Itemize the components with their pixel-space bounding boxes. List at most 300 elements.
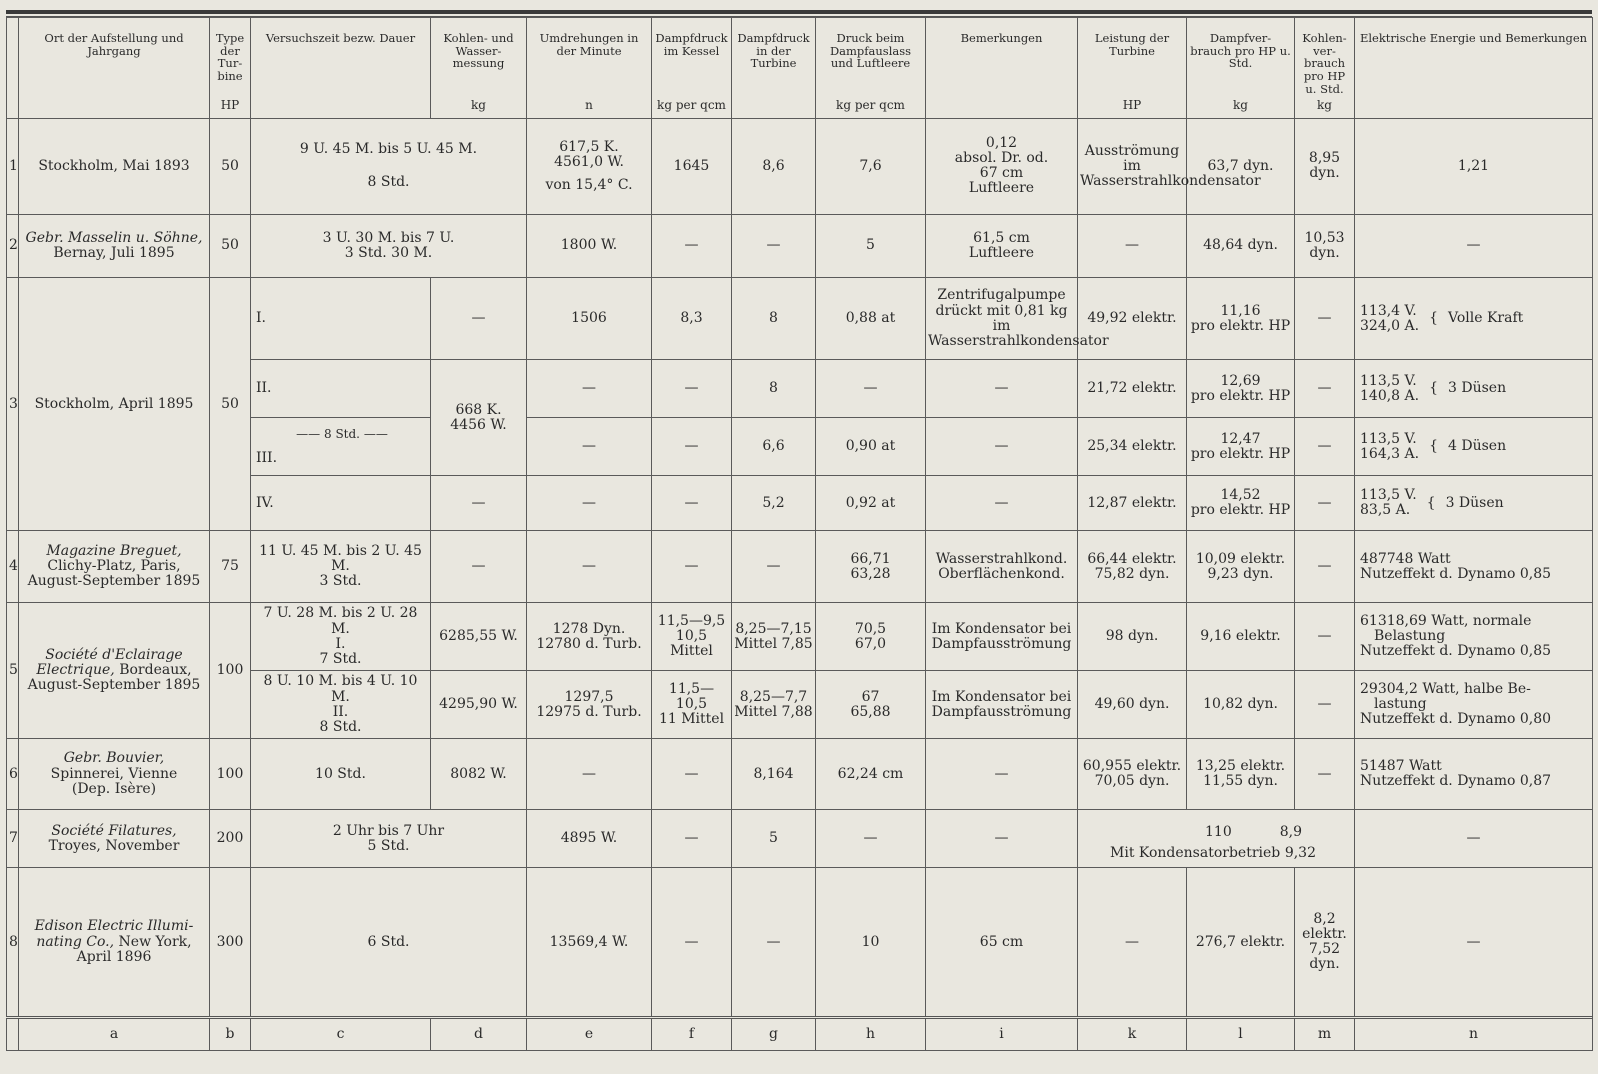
ort-cell	[19, 868, 210, 1018]
bemerkung-cell	[1078, 810, 1355, 868]
messung-cell: 4295,90 W.	[431, 671, 527, 739]
messung-line: 4561,0 W.	[554, 153, 624, 170]
type-cell: 75	[210, 531, 251, 603]
energie-note: 3 Düsen	[1445, 494, 1504, 511]
column-letter: d	[431, 1018, 527, 1051]
bemerkung-cell: —	[926, 476, 1078, 531]
druck-cell	[816, 531, 926, 603]
turbine-cell: 5	[816, 214, 926, 277]
dampf-cell	[1295, 868, 1355, 1018]
bemerkung-line: Wasserstrahlkond.	[935, 550, 1068, 567]
ort-line: April 1896	[76, 948, 152, 965]
energie-line: Belastung	[1374, 628, 1446, 645]
energie-line: 487748 Watt	[1360, 550, 1451, 567]
kohle-cell: —	[1295, 278, 1355, 360]
leistung-cell	[1078, 531, 1187, 603]
unit-bemerkungen	[926, 96, 1078, 118]
zeit-cell: 10 Std.	[251, 739, 431, 810]
messung-line: 668 K.	[455, 401, 502, 418]
header-ort: Ort der Aufstellung und Jahrgang	[19, 18, 210, 97]
ort-line: Magazine Breguet,	[46, 542, 182, 559]
table-row	[7, 810, 1593, 868]
druck-cell	[816, 671, 926, 739]
leistung-cell: 21,72 elektr.	[1078, 360, 1187, 418]
column-letter: k	[1078, 1018, 1187, 1051]
bemerkung-cell: —	[926, 360, 1078, 418]
header-umdrehungen: Umdrehungen in der Minute	[527, 18, 652, 97]
druck-cell: 0,88 at	[816, 278, 926, 360]
energie-line: 61318,69 Watt, normale	[1360, 612, 1532, 629]
umdrehungen-line: 12780 d. Turb.	[536, 635, 642, 652]
column-letter: l	[1187, 1018, 1295, 1051]
dampf-cell: 10,82 dyn.	[1187, 671, 1295, 739]
ort-cell: Stockholm, April 1895	[19, 278, 210, 531]
type-cell: 50	[210, 214, 251, 277]
zeit-line: 7 Std.	[319, 650, 362, 667]
kohle-cell: —	[1295, 476, 1355, 531]
table-row	[7, 118, 1593, 214]
bemerkung-cell: —	[926, 739, 1078, 810]
dampf-line: pro elektr. HP	[1190, 317, 1291, 334]
umdrehungen-line: 1278 Dyn.	[552, 620, 626, 637]
energie-cell	[1355, 671, 1593, 739]
messung-cell: 4895 W.	[527, 810, 652, 868]
bemerkung-text: Mit Kondensatorbetrieb	[1110, 845, 1281, 862]
kessel-cell: —	[732, 214, 816, 277]
energie-cell	[1355, 531, 1593, 603]
leistung-value: 110	[1205, 823, 1232, 840]
druck-line: 65,88	[850, 703, 891, 720]
type-cell: 200	[210, 810, 251, 868]
brace-glyph: {	[1429, 310, 1439, 327]
energie-note: 4 Düsen	[1448, 438, 1507, 455]
messung-cell: —	[431, 476, 527, 531]
zeit-line: 2 Uhr bis 7 Uhr	[332, 822, 445, 839]
type-cell: 100	[210, 603, 251, 739]
kohle-cell: —	[1355, 810, 1593, 868]
turbine-line: Mittel 7,88	[734, 703, 813, 720]
druck-cell: 62,24 cm	[816, 739, 926, 810]
unit-energie	[1355, 96, 1593, 118]
energie-line: lastung	[1374, 696, 1427, 713]
zeit-line: II.	[332, 703, 349, 720]
ort-line: (Dep. Isère)	[71, 780, 157, 797]
table-row	[7, 739, 1593, 810]
type-cell: 50	[210, 118, 251, 214]
ampere-value: 324,0 A.	[1360, 317, 1420, 334]
ort-line	[21, 935, 207, 950]
leistung-cell: 276,7 elektr.	[1187, 868, 1295, 1018]
header-dampfverbrauch: Dampfver- brauch pro HP u. Std.	[1187, 18, 1295, 97]
kessel-line: 11,5—9,5	[657, 612, 726, 629]
umdrehungen-cell: —	[652, 810, 732, 868]
ort-cell	[19, 214, 210, 277]
bemerkung-cell: Zentrifugalpumpe drückt mit 0,81 kg im Wasserstrahlkondensator	[926, 278, 1078, 360]
kessel-cell: 5	[732, 810, 816, 868]
versuch-roman: IV.	[251, 476, 431, 531]
row-number: 8	[7, 868, 19, 1018]
zeit-cell	[251, 671, 431, 739]
kohle-cell: —	[1295, 671, 1355, 739]
energie-values	[1360, 488, 1417, 518]
druck-cell: —	[926, 810, 1078, 868]
messung-cell	[431, 360, 527, 476]
row-number: 1	[7, 118, 19, 214]
kessel-cell: —	[732, 868, 816, 1018]
volt-value: 113,5 V.	[1360, 372, 1417, 389]
dampf-line: 14,52	[1220, 487, 1261, 504]
ort-line: Troyes, November	[48, 837, 180, 854]
type-cell: 300	[210, 868, 251, 1018]
zeit-line: 5 Std.	[367, 837, 410, 854]
energie-cell	[1355, 603, 1593, 671]
leistung-line: 66,44 elektr.	[1087, 550, 1177, 567]
column-letter: f	[652, 1018, 732, 1051]
zeit-cell	[251, 118, 527, 214]
energie-values	[1360, 304, 1419, 334]
header-kohlenverbrauch: Kohlen- ver- brauch pro HP u. Std.	[1295, 18, 1355, 97]
volt-value: 113,5 V.	[1360, 487, 1417, 504]
ort-line: Spinnerei, Vienne	[50, 765, 178, 782]
footer-blank	[7, 1018, 19, 1051]
kessel-cell: —	[652, 418, 732, 476]
messung-line: von 15,4° C.	[545, 176, 633, 193]
leistung-cell: 63,7 dyn.	[1187, 118, 1295, 214]
zeit-cell	[251, 214, 527, 277]
zeit-cell	[251, 603, 431, 671]
druck-line: 67,0	[854, 635, 887, 652]
column-letter-row	[7, 1018, 1593, 1051]
druck-cell	[926, 214, 1078, 277]
header-energie: Elektrische Energie und Bemerkungen	[1355, 18, 1593, 97]
versuch-roman	[251, 418, 431, 476]
brace-glyph: {	[1429, 380, 1439, 397]
ampere-value: 164,3 A.	[1360, 445, 1420, 462]
umdrehungen-cell: 1506	[527, 278, 652, 360]
volt-value: 113,4 V.	[1360, 302, 1417, 319]
druck-cell: —	[816, 360, 926, 418]
umdrehungen-cell: —	[527, 360, 652, 418]
table-row	[7, 214, 1593, 277]
druck-cell	[926, 118, 1078, 214]
leistung-cell: 12,87 elektr.	[1078, 476, 1187, 531]
dampf-value: 8,9	[1279, 823, 1302, 840]
ort-line: August-September 1895	[27, 573, 201, 590]
druck-line: 0,12	[985, 134, 1018, 151]
leistung-dampf-top	[1080, 825, 1352, 840]
column-letter: c	[251, 1018, 431, 1051]
ort-cell: Stockholm, Mai 1893	[19, 118, 210, 214]
bemerkung-cell: —	[1078, 214, 1187, 277]
turbine-cell: 8,164	[732, 739, 816, 810]
ort-fragment: New York,	[118, 933, 192, 950]
dampf-line: 8,2 elektr.	[1302, 910, 1347, 943]
dauer-text: 8 Std.	[324, 426, 360, 441]
column-letter: m	[1295, 1018, 1355, 1051]
ort-cell	[19, 739, 210, 810]
dampf-cell	[1187, 418, 1295, 476]
dampf-line: 12,47	[1220, 430, 1261, 447]
turbine-line: Mittel 7,85	[734, 635, 813, 652]
energie-cell	[1355, 418, 1593, 476]
dauer-label: —— 8 Std. ——	[296, 426, 388, 441]
umdrehungen-cell: —	[527, 476, 652, 531]
roman-numeral: III.	[256, 449, 278, 466]
druck-line: 61,5 cm	[973, 229, 1030, 246]
energie-cell	[1355, 739, 1593, 810]
umdrehungen-cell: —	[527, 418, 652, 476]
table-row	[7, 278, 1593, 360]
energie-line: Nutzeffekt d. Dynamo 0,80	[1360, 711, 1552, 728]
energie-line: 29304,2 Watt, halbe Be-	[1360, 680, 1531, 697]
dampf-line: 10,09 elektr.	[1195, 550, 1286, 567]
turbine-cell: 7,6	[816, 118, 926, 214]
header-druck-auslass: Druck beim Dampfauslass und Luftleere	[816, 18, 926, 97]
druck-cell	[816, 603, 926, 671]
unit-dampf: kg	[1187, 96, 1295, 118]
messung-cell	[527, 118, 652, 214]
dampf-cell: 9,16 elektr.	[1187, 603, 1295, 671]
row-number: 7	[7, 810, 19, 868]
turbine-cell: 8	[732, 360, 816, 418]
turbine-cell: 10	[816, 868, 926, 1018]
energie-group	[1360, 432, 1590, 462]
messung-cell: 1800 W.	[527, 214, 652, 277]
kohle-cell: —	[1295, 603, 1355, 671]
energie-cell	[1355, 360, 1593, 418]
leistung-cell: 48,64 dyn.	[1187, 214, 1295, 277]
ort-line: August-September 1895	[27, 677, 201, 694]
zeit-line: 3 Std.	[319, 573, 362, 590]
ort-fragment: Bordeaux,	[119, 662, 192, 679]
umdrehungen-cell	[527, 671, 652, 739]
leistung-line: 70,05 dyn.	[1094, 773, 1170, 790]
zeit-line: 7 U. 28 M. bis 2 U. 28 M.	[263, 605, 418, 637]
druck-line: 66,71	[850, 550, 891, 567]
column-letter: i	[926, 1018, 1078, 1051]
bemerkung-cell: —	[1078, 868, 1187, 1018]
kohle-cell: —	[1295, 418, 1355, 476]
type-cell: 100	[210, 739, 251, 810]
kohle-cell: —	[1295, 739, 1355, 810]
druck-cell: 0,90 at	[816, 418, 926, 476]
energie-line: 51487 Watt	[1360, 758, 1442, 775]
turbine-cell: 6,6	[732, 418, 816, 476]
druck-cell: 0,92 at	[816, 476, 926, 531]
ort-cell	[19, 810, 210, 868]
umdrehungen-line: 1297,5	[564, 688, 614, 705]
messung-cell: 13569,4 W.	[527, 868, 652, 1018]
kessel-cell: —	[652, 476, 732, 531]
leistung-cell: 25,34 elektr.	[1078, 418, 1187, 476]
unit-leistung: HP	[1078, 96, 1187, 118]
ort-line: Clichy-Platz, Paris,	[47, 558, 181, 575]
header-messung: Kohlen- und Wasser- messung	[431, 18, 527, 97]
turbine-cell: —	[816, 810, 926, 868]
umdrehungen-cell: 1645	[652, 118, 732, 214]
ort-cell	[19, 531, 210, 603]
dampf-line: 12,69	[1220, 372, 1261, 389]
leistung-cell: 49,92 elektr.	[1078, 278, 1187, 360]
header-leistung: Leistung der Turbine	[1078, 18, 1187, 97]
ort-cell	[19, 603, 210, 739]
dampf-cell: 10,53 dyn.	[1295, 214, 1355, 277]
header-nr	[7, 18, 19, 97]
dampf-line: 11,55 dyn.	[1203, 773, 1278, 790]
column-letter: h	[816, 1018, 926, 1051]
unit-kessel: kg per qcm	[652, 96, 732, 118]
druck-line: 70,5	[854, 620, 887, 637]
energie-values	[1360, 432, 1419, 462]
kessel-line: 11,5—10,5	[668, 680, 715, 713]
unit-ort	[19, 96, 210, 118]
ort-line: Bernay, Juli 1895	[53, 244, 175, 261]
leistung-line: 75,82 dyn.	[1094, 565, 1170, 582]
dampf-cell	[1187, 360, 1295, 418]
column-letter: a	[19, 1018, 210, 1051]
messung-cell: —	[431, 531, 527, 603]
dampf-cell	[1187, 278, 1295, 360]
energie-line: Nutzeffekt d. Dynamo 0,85	[1360, 643, 1552, 660]
row-number: 2	[7, 214, 19, 277]
ort-line: Gebr. Masselin u. Söhne,	[25, 229, 203, 246]
druck-line: 63,28	[850, 565, 891, 582]
column-letter: b	[210, 1018, 251, 1051]
kohle-cell: —	[1355, 868, 1593, 1018]
unit-umdrehungen: n	[527, 96, 652, 118]
druck-line: absol. Dr. od.	[954, 150, 1049, 167]
ort-fragment: nating Co.,	[36, 933, 115, 950]
dampf-line: pro elektr. HP	[1190, 502, 1291, 519]
energie-line: Nutzeffekt d. Dynamo 0,85	[1360, 565, 1552, 582]
row-number: 5	[7, 603, 19, 739]
kohle-cell: —	[1295, 531, 1355, 603]
energie-values	[1360, 374, 1419, 404]
dampf-cell	[1187, 476, 1295, 531]
dampf-line: 11,16	[1220, 302, 1261, 319]
zeit-line: 9 U. 45 M. bis 5 U. 45 M.	[299, 141, 478, 158]
kessel-line: 10,5 Mittel	[670, 628, 713, 660]
messung-cell: 6285,55 W.	[431, 603, 527, 671]
kessel-cell: —	[652, 531, 732, 603]
ort-line: Société Filatures,	[51, 822, 177, 839]
bemerkung-cell: Im Kondensator bei Dampfausströmung	[926, 603, 1078, 671]
type-cell: 50	[210, 278, 251, 531]
turbine-test-table	[6, 17, 1593, 1051]
brace-glyph: {	[1426, 494, 1436, 511]
umdrehungen-cell: —	[527, 531, 652, 603]
energie-cell	[1355, 476, 1593, 531]
kessel-cell: 8,3	[652, 278, 732, 360]
kessel-line: 11 Mittel	[658, 711, 725, 728]
zeit-line: 3 U. 30 M. bis 7 U.	[322, 229, 455, 246]
zeit-line: 11 U. 45 M. bis 2 U. 45 M.	[259, 542, 422, 575]
table-row	[7, 868, 1593, 1018]
unit-zeit	[251, 96, 431, 118]
dampf-line: pro elektr. HP	[1190, 445, 1291, 462]
dampf-cell	[1187, 531, 1295, 603]
energie-group	[1360, 488, 1590, 518]
row-number: 6	[7, 739, 19, 810]
turbine-cell: 8	[732, 278, 816, 360]
energie-group	[1360, 374, 1590, 404]
dampf-value: 9,32	[1284, 845, 1316, 862]
druck-line: 67	[861, 688, 880, 705]
druck-cell: 65 cm	[926, 868, 1078, 1018]
ort-fragment: Electrique,	[36, 662, 115, 679]
zeit-cell: 6 Std.	[251, 868, 527, 1018]
kessel-cell: —	[652, 739, 732, 810]
umdrehungen-cell: —	[652, 868, 732, 1018]
header-row	[7, 18, 1593, 97]
brace-glyph: {	[1429, 438, 1439, 455]
bemerkung-cell: —	[926, 418, 1078, 476]
zeit-cell	[251, 810, 527, 868]
header-bemerkungen: Bemerkungen	[926, 18, 1078, 97]
umdrehungen-cell: —	[527, 739, 652, 810]
druck-line: Luftleere	[968, 244, 1035, 261]
energie-group	[1360, 304, 1590, 334]
volt-value: 113,5 V.	[1360, 430, 1417, 447]
energie-cell	[1355, 278, 1593, 360]
unit-druck: kg per qcm	[816, 96, 926, 118]
kessel-cell: —	[652, 360, 732, 418]
row-number: 4	[7, 531, 19, 603]
bemerkung-line	[1080, 846, 1352, 861]
kessel-cell	[652, 603, 732, 671]
umdrehungen-cell	[527, 603, 652, 671]
turbine-line: 8,25—7,15	[735, 620, 812, 637]
top-rule	[6, 10, 1592, 14]
header-zeit: Versuchszeit bezw. Dauer	[251, 18, 431, 97]
header-type: Type der Tur- bine	[210, 18, 251, 97]
table-row	[7, 603, 1593, 671]
kessel-cell: 8,6	[732, 118, 816, 214]
umdrehungen-line: 12975 d. Turb.	[536, 703, 642, 720]
ort-line	[21, 663, 207, 678]
leistung-cell	[1078, 739, 1187, 810]
zeit-line: I.	[335, 635, 346, 652]
row-number: 3	[7, 278, 19, 531]
ort-line: Société d'Eclairage	[45, 646, 183, 663]
ort-line: Gebr. Bouvier,	[63, 750, 165, 767]
kessel-cell	[652, 671, 732, 739]
druck-line: 67 cm	[979, 165, 1024, 182]
table-row	[7, 531, 1593, 603]
turbine-cell: 5,2	[732, 476, 816, 531]
ampere-value: 83,5 A.	[1360, 502, 1411, 519]
leistung-line: 60,955 elektr.	[1082, 758, 1182, 775]
zeit-line: 8 U. 10 M. bis 4 U. 10 M.	[263, 673, 418, 705]
unit-type: HP	[210, 96, 251, 118]
bemerkung-line: Oberflächenkond.	[938, 565, 1065, 582]
zeit-line: 8 Std.	[367, 174, 410, 191]
ampere-value: 140,8 A.	[1360, 387, 1420, 404]
zeit-cell	[251, 531, 431, 603]
zeit-line: 8 Std.	[319, 718, 362, 735]
druck-line: Luftleere	[968, 180, 1035, 197]
column-letter: e	[527, 1018, 652, 1051]
turbine-cell	[732, 671, 816, 739]
turbine-cell	[732, 603, 816, 671]
header-dampfdruck-kessel: Dampfdruck im Kessel	[652, 18, 732, 97]
unit-turbine	[732, 96, 816, 118]
kohle-cell: —	[1295, 360, 1355, 418]
dampf-line: pro elektr. HP	[1190, 387, 1291, 404]
header-dampfdruck-turbine: Dampfdruck in der Turbine	[732, 18, 816, 97]
column-letter: g	[732, 1018, 816, 1051]
kohle-cell: —	[1355, 214, 1593, 277]
